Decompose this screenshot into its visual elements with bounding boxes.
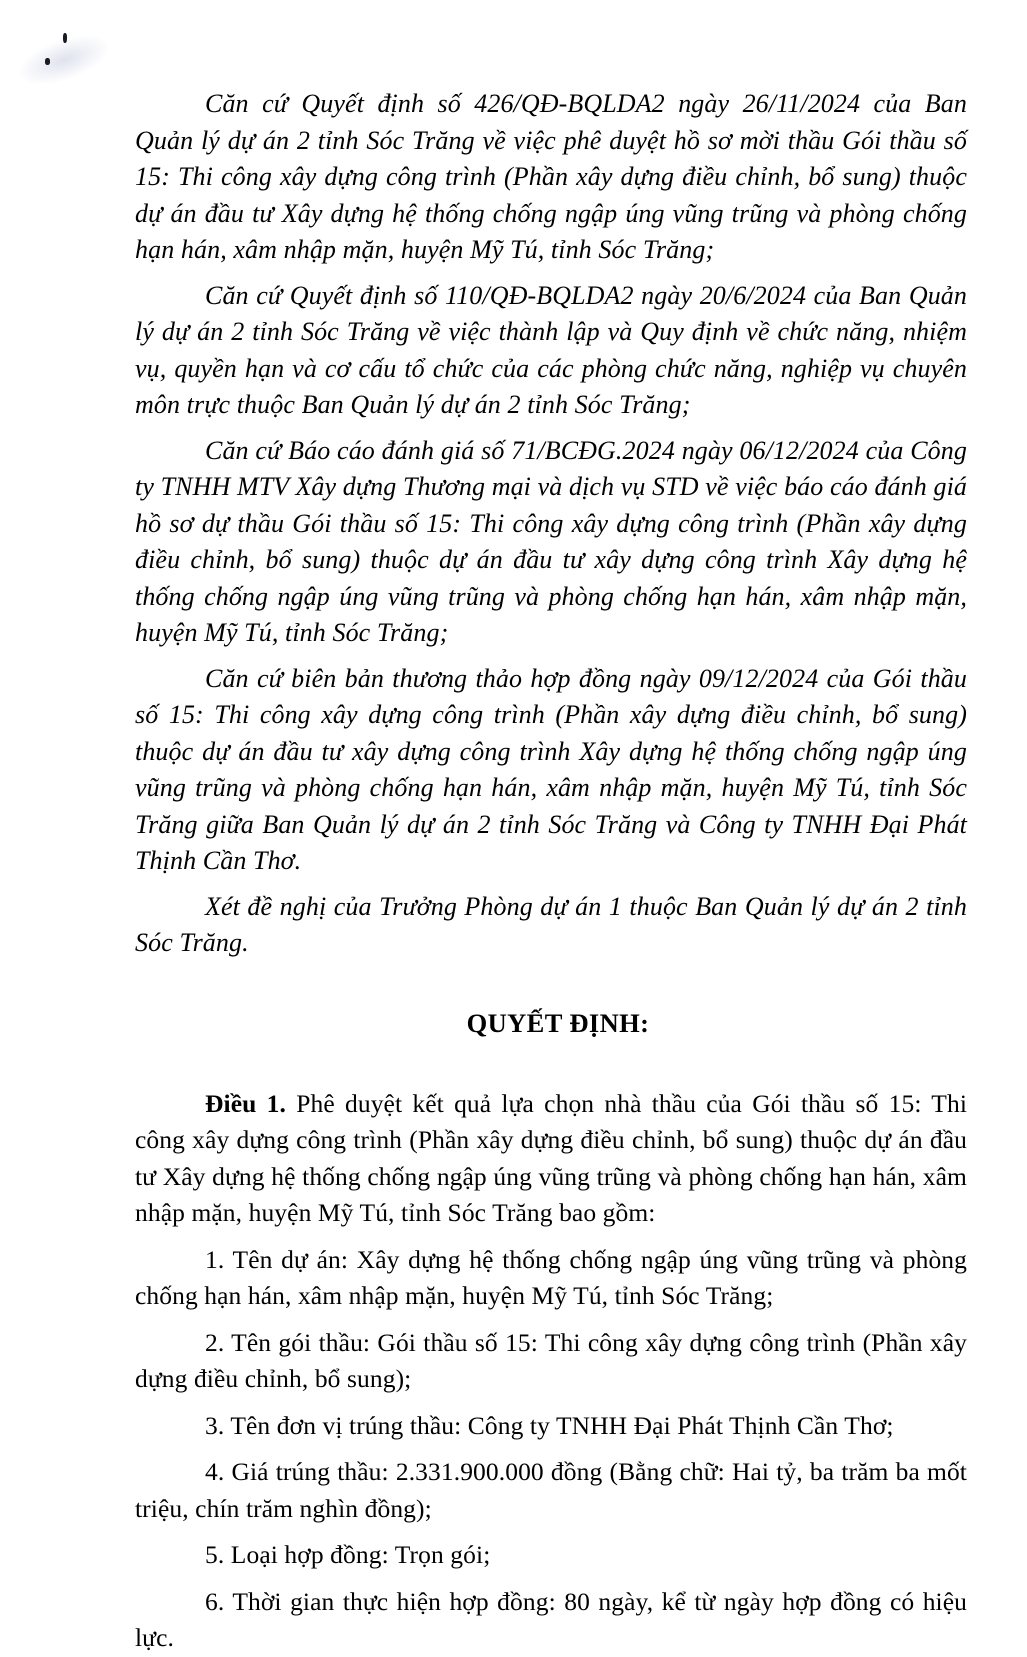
preamble-paragraph-3: Căn cứ Báo cáo đánh giá số 71/BCĐG.2024 ngày 06/12/2024 của Công ty TNHH MTV Xây dựng Thương mại và dịch vụ STD về việc báo cáo đánh giá hồ sơ dự thầu Gói thầu số 15: Thi công xây dựng công trình (Phần xây dựng điều chỉnh, bổ sung) thuộc dự án đầu tư xây dựng công trình Xây dựng hệ thống chống ngập úng vũng trũng và phòng chống hạn hán, xâm nhập mặn, huyện Mỹ Tú, tỉnh Sóc Trăng;	[135, 435, 967, 647]
scan-speck-icon	[45, 58, 50, 65]
preamble-paragraph-1: Căn cứ Quyết định số 426/QĐ-BQLDA2 ngày 26/11/2024 của Ban Quản lý dự án 2 tỉnh Sóc Trăng về việc phê duyệt hồ sơ mời thầu Gói thầu số 15: Thi công xây dựng công trình (Phần xây dựng điều chỉnh, bổ sung) thuộc dự án đầu tư Xây dựng hệ thống chống ngập úng vũng trũng và phòng chống hạn hán, xâm nhập mặn, huyện Mỹ Tú, tỉnh Sóc Trăng;	[135, 89, 967, 264]
preamble-paragraph-5: Xét đề nghị của Trưởng Phòng dự án 1 thuộc Ban Quản lý dự án 2 tỉnh Sóc Trăng.	[135, 891, 967, 957]
spacer	[135, 1040, 967, 1086]
article-item-2: 2. Tên gói thầu: Gói thầu số 15: Thi công xây dựng công trình (Phần xây dựng điều chỉnh, bổ sung);	[135, 1327, 967, 1393]
article-1-paragraph	[135, 1086, 967, 1232]
preamble-section	[135, 86, 967, 962]
article-item-5: 5. Loại hợp đồng: Trọn gói;	[205, 1540, 491, 1569]
document-body	[135, 86, 967, 1657]
article-item-1: 1. Tên dự án: Xây dựng hệ thống chống ngập úng vũng trũng và phòng chống hạn hán, xâm nhập mặn, huyện Mỹ Tú, tỉnh Sóc Trăng;	[135, 1244, 967, 1310]
preamble-paragraph-4: Căn cứ biên bản thương thảo hợp đồng ngày 09/12/2024 của Gói thầu số 15: Thi công xây dựng công trình (Phần xây dựng điều chỉnh, bổ sung) thuộc dự án đầu tư xây dựng công trình Xây dựng hệ thống chống ngập úng vũng trũng và phòng chống hạn hán, xâm nhập mặn, huyện Mỹ Tú, tỉnh Sóc Trăng giữa Ban Quản lý dự án 2 tỉnh Sóc Trăng và Công ty TNHH Đại Phát Thịnh Cần Thơ.	[135, 663, 967, 875]
article-item-6: 6. Thời gian thực hiện hợp đồng: 80 ngày, kể từ ngày hợp đồng có hiệu lực.	[135, 1586, 967, 1652]
scan-speck-icon	[63, 33, 67, 43]
decision-heading: QUYẾT ĐỊNH:	[466, 1007, 650, 1038]
article-1-text: Phê duyệt kết quả lựa chọn nhà thầu của Gói thầu số 15: Thi công xây dựng công trình (Phần xây dựng điều chỉnh, bổ sung) thuộc dự án đầu tư Xây dựng hệ thống chống ngập úng vũng trũng và phòng chống hạn hán, xâm nhập mặn, huyện Mỹ Tú, tỉnh Sóc Trăng bao gồm:	[135, 1088, 967, 1227]
scan-smudge-artifact	[0, 1, 137, 114]
spacer	[135, 962, 967, 1006]
article-item-3: 3. Tên đơn vị trúng thầu: Công ty TNHH Đại Phát Thịnh Cần Thơ;	[205, 1410, 894, 1440]
preamble-paragraph-2: Căn cứ Quyết định số 110/QĐ-BQLDA2 ngày 20/6/2024 của Ban Quản lý dự án 2 tỉnh Sóc Trăng về việc thành lập và Quy định về chức năng, nhiệm vụ, quyền hạn và cơ cấu tổ chức của các phòng chức năng, nghiệp vụ chuyên môn trực thuộc Ban Quản lý dự án 2 tỉnh Sóc Trăng;	[135, 280, 967, 419]
article-1-lead: Điều 1.	[205, 1088, 286, 1118]
article-item-4: 4. Giá trúng thầu: 2.331.900.000 đồng (Bằng chữ: Hai tỷ, ba trăm ba mốt triệu, chín trăm nghìn đồng);	[135, 1457, 967, 1523]
articles-section	[135, 1086, 967, 1657]
